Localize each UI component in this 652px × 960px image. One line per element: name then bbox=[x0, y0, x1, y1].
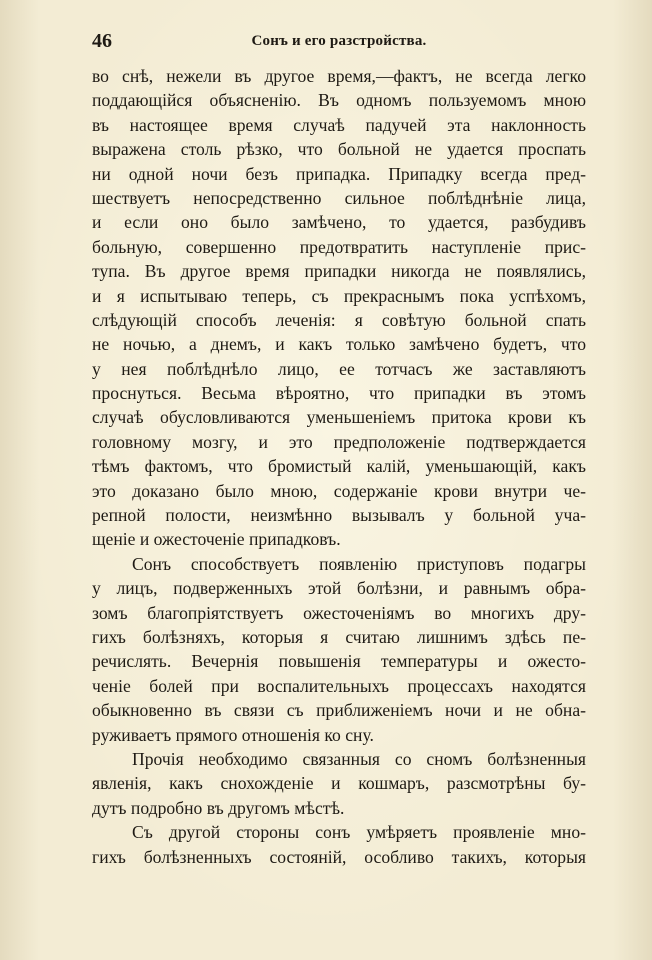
paragraph-first-line: Прочія необходимо связанныя со сномъ болѣзненныя bbox=[132, 748, 586, 769]
text-line: слѣдующій способъ леченія: я совѣтую больной спать bbox=[92, 309, 586, 330]
text-line: тѣмъ фактомъ, что бромистый калій, уменьшающій, какъ bbox=[92, 456, 586, 477]
page-header bbox=[92, 30, 586, 52]
page-number: 46 bbox=[92, 30, 112, 52]
text-line: не ночью, а днемъ, и какъ только замѣчено будетъ, что bbox=[92, 334, 586, 355]
text-line: больную, совершенно предотвратить наступленіе прис- bbox=[92, 236, 586, 257]
text-line: у нея поблѣднѣло лицо, ее тотчасъ же заставляютъ bbox=[92, 358, 586, 379]
text-line: это доказано было мною, содержаніе крови внутри че- bbox=[92, 480, 586, 501]
text-line: у лицъ, подверженныхъ этой болѣзни, и равнымъ обра- bbox=[92, 578, 586, 599]
text-line: и если оно было замѣчено, то удается, разбудивъ bbox=[92, 212, 586, 233]
text-line: тупа. Въ другое время припадки никогда не появлялись, bbox=[92, 261, 586, 282]
text-line: ни одной ночи безъ припадка. Припадку всегда пред- bbox=[92, 163, 586, 184]
text-line: явленія, какъ снохожденіе и кошмаръ, разсмотрѣны бу- bbox=[92, 773, 586, 794]
text-line: во снѣ, нежели въ другое время,—фактъ, не всегда легко bbox=[92, 66, 586, 86]
text-line: зомъ благопріятствуетъ ожесточеніямъ во многихъ дру- bbox=[92, 602, 586, 623]
text-line: гихъ болѣзненныхъ состояній, особливо такихъ, которыя bbox=[92, 846, 586, 867]
text-line: речислять. Вечернія повышенія температуры и ожесто- bbox=[92, 651, 586, 672]
text-line: головному мозгу, и это предположеніе подтверждается bbox=[92, 431, 586, 452]
paragraph-first-line: Сонъ способствуетъ появленію приступовъ подагры bbox=[132, 553, 586, 574]
text-line: гихъ болѣзняхъ, которыя я считаю лишнимъ здѣсь пе- bbox=[92, 626, 586, 647]
paragraph-last-line: руживаетъ прямого отношенія ко сну. bbox=[92, 724, 374, 745]
text-line: ченіе болей при воспалительныхъ процессахъ находятся bbox=[92, 675, 586, 696]
text-line: и я испытываю теперь, съ прекраснымъ пока успѣхомъ, bbox=[92, 285, 586, 306]
text-line: поддающійся объясненію. Въ одномъ пользуемомъ мною bbox=[92, 90, 586, 111]
text-line: шествуетъ непосредственно сильное поблѣднѣніе лица, bbox=[92, 187, 586, 208]
paragraph-last-line: щеніе и ожесточеніе припадковъ. bbox=[92, 529, 341, 550]
body-text bbox=[92, 64, 586, 869]
paragraph-first-line: Съ другой стороны сонъ умѣряетъ проявленіе мно- bbox=[132, 822, 586, 843]
paragraph-last-line: дутъ подробно въ другомъ мѣстѣ. bbox=[92, 797, 345, 818]
text-line: выражена столь рѣзко, что больной не удается проспать bbox=[92, 139, 586, 160]
text-line: репной полости, неизмѣнно вызывалъ у больной уча- bbox=[92, 505, 586, 526]
text-line: проснуться. Весьма вѣроятно, что припадки въ этомъ bbox=[92, 383, 586, 404]
text-line: случаѣ обусловливаются уменьшеніемъ притока крови къ bbox=[92, 407, 586, 428]
text-line: въ настоящее время случаѣ падучей эта наклонность bbox=[92, 114, 586, 135]
text-line: обыкновенно въ связи съ приближеніемъ ночи и не обна- bbox=[92, 700, 586, 721]
running-title: Сонъ и его разстройства. bbox=[251, 33, 427, 49]
